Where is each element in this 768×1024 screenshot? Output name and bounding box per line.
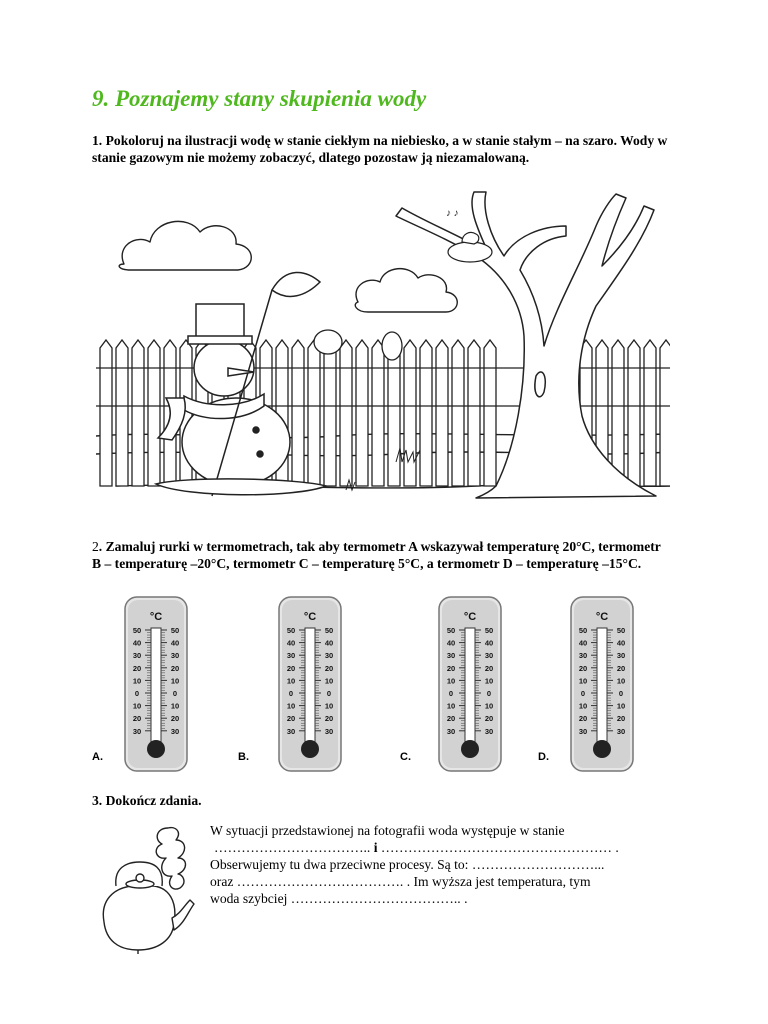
broom-head xyxy=(272,272,320,296)
scale-label-left: 50 xyxy=(578,626,588,635)
thermometer-a[interactable] xyxy=(124,596,188,772)
scale-label-left: 10 xyxy=(446,676,456,686)
winter-scene-illustration xyxy=(96,186,670,510)
thermometer-tube xyxy=(465,628,475,746)
scale-label-left: 10 xyxy=(578,676,588,686)
blank-1[interactable]: …………………………….. xyxy=(214,840,374,855)
scale-label-right: 10 xyxy=(170,701,180,711)
scale-label-right: 0 xyxy=(618,689,624,698)
scale-label-left: 20 xyxy=(446,714,456,724)
task-3-conjunction: i xyxy=(373,840,378,855)
scale-label-left: 40 xyxy=(286,638,296,648)
scale-label-left: 0 xyxy=(134,689,140,698)
cloud-right xyxy=(355,269,457,312)
scale-label-right: 20 xyxy=(170,663,180,673)
fence-picket xyxy=(372,340,384,486)
scale-label-left: 10 xyxy=(132,676,142,686)
thermometer-label-d: D. xyxy=(538,751,549,763)
scale-label-right: 0 xyxy=(486,689,492,698)
scale-label-left: 20 xyxy=(132,663,142,673)
fence-picket xyxy=(468,340,480,486)
scale-label-left: 30 xyxy=(578,726,588,736)
scale-label-right: 20 xyxy=(484,714,494,724)
task-3-line-1: W sytuacji przedstawionej na fotografii woda występuje w stanie xyxy=(210,823,565,838)
scale-label-right: 10 xyxy=(616,701,626,711)
fence-picket xyxy=(324,340,336,486)
scale-label-left: 10 xyxy=(578,701,588,711)
scale-label-left: 50 xyxy=(446,626,456,635)
task-3-paragraph xyxy=(210,822,686,907)
scale-label-left: 20 xyxy=(446,663,456,673)
fence-picket xyxy=(132,340,144,486)
unit-label: °C xyxy=(303,611,317,623)
scale-label-right: 20 xyxy=(324,714,334,724)
task-2-number: 2 xyxy=(92,539,99,554)
scale-label-left: 50 xyxy=(286,626,296,635)
scale-label-left: 10 xyxy=(286,701,296,711)
scale-label-right: 30 xyxy=(324,726,334,736)
fence-picket xyxy=(388,340,400,486)
thermometer-tube xyxy=(597,628,607,746)
task-3-heading: 3. Dokończ zdania. xyxy=(92,793,202,808)
fence-picket xyxy=(116,340,128,486)
kettle-body xyxy=(103,886,175,950)
scale-label-left: 30 xyxy=(286,726,296,736)
scale-label-left: 20 xyxy=(132,714,142,724)
scale-label-right: 10 xyxy=(484,676,494,686)
task-3-line-2[interactable] xyxy=(210,839,686,856)
svg-text:♪ ♪: ♪ ♪ xyxy=(446,208,459,219)
fence-picket xyxy=(628,340,640,486)
scale-label-right: 20 xyxy=(484,663,494,673)
scale-label-right: 50 xyxy=(170,626,180,635)
snowman-head xyxy=(194,340,254,396)
scale-label-left: 0 xyxy=(580,689,586,698)
scale-label-right: 10 xyxy=(324,701,334,711)
task-3-line-4[interactable]: oraz ………………………………. . Im wyższa jest temperatura, tym xyxy=(210,874,591,889)
scale-label-right: 50 xyxy=(616,626,626,635)
scale-label-left: 50 xyxy=(132,626,142,635)
thermometer-tube xyxy=(305,628,315,746)
scale-label-right: 30 xyxy=(324,651,334,661)
page-title: 9. Poznajemy stany skupienia wody xyxy=(92,86,427,111)
task-2-instruction xyxy=(92,538,672,572)
fence-picket xyxy=(660,340,670,486)
task-1-instruction: 1. Pokoloruj na ilustracji wodę w stanie ciekłym na niebiesko, a w stanie stałym – na szaro. Wody w stanie gazowym nie możemy zobaczyć, dlatego pozostaw ją niezamalowaną. xyxy=(92,133,668,165)
scale-label-right: 40 xyxy=(324,638,334,648)
fence-picket xyxy=(484,340,496,486)
unit-label: °C xyxy=(595,611,609,623)
scale-label-right: 30 xyxy=(616,651,626,661)
thermometer-d[interactable] xyxy=(570,596,634,772)
scale-label-left: 30 xyxy=(132,651,142,661)
fence-picket xyxy=(404,340,416,486)
cloud-left xyxy=(119,221,251,270)
scale-label-left: 30 xyxy=(446,651,456,661)
scale-label-left: 10 xyxy=(132,701,142,711)
thermometer-b[interactable] xyxy=(278,596,342,772)
fence-picket xyxy=(644,340,656,486)
thermometer-tube xyxy=(151,628,161,746)
thermometer-bulb xyxy=(147,740,165,758)
fence-picket xyxy=(420,340,432,486)
thermometer-label-b: B. xyxy=(238,751,249,763)
scale-label-right: 0 xyxy=(326,689,332,698)
scale-label-right: 0 xyxy=(172,689,178,698)
scale-label-left: 20 xyxy=(578,714,588,724)
scale-label-right: 50 xyxy=(484,626,494,635)
scale-label-left: 30 xyxy=(132,726,142,736)
blank-2[interactable]: …………………………………………… . xyxy=(377,840,619,855)
kettle-illustration xyxy=(92,822,196,956)
scale-label-right: 30 xyxy=(170,651,180,661)
scale-label-left: 10 xyxy=(286,676,296,686)
scale-label-right: 30 xyxy=(170,726,180,736)
fence-picket xyxy=(452,340,464,486)
scale-label-left: 0 xyxy=(448,689,454,698)
scale-label-right: 20 xyxy=(170,714,180,724)
thermometer-label-c: C. xyxy=(400,751,411,763)
thermometer-bulb xyxy=(593,740,611,758)
scale-label-right: 40 xyxy=(170,638,180,648)
scale-label-left: 20 xyxy=(286,663,296,673)
scale-label-left: 30 xyxy=(286,651,296,661)
scale-label-right: 10 xyxy=(324,676,334,686)
scale-label-right: 30 xyxy=(616,726,626,736)
scale-label-left: 30 xyxy=(578,651,588,661)
scale-label-right: 10 xyxy=(616,676,626,686)
unit-label: °C xyxy=(463,611,477,623)
scale-label-right: 20 xyxy=(616,714,626,724)
thermometer-label-a: A. xyxy=(92,751,103,763)
task-3-line-3[interactable]: Obserwujemy tu dwa przeciwne procesy. Są to: ………………………... xyxy=(210,857,605,872)
scale-label-right: 20 xyxy=(616,663,626,673)
task-2-text: . Zamaluj rurki w termometrach, tak aby termometr A wskazywał temperaturę 20°C, termometr B – temperaturę –20°C, termometr C – temperaturę 5°C, a termometr D – temperaturę –15°C. xyxy=(92,539,661,571)
scale-label-left: 40 xyxy=(578,638,588,648)
fence-picket xyxy=(100,340,112,486)
scale-label-right: 20 xyxy=(324,663,334,673)
scale-label-left: 40 xyxy=(446,638,456,648)
fence-picket xyxy=(148,340,160,486)
scale-label-left: 10 xyxy=(446,701,456,711)
task-3-line-5[interactable]: woda szybciej ……………………………….. . xyxy=(210,891,468,906)
snowman-hat xyxy=(196,304,244,340)
unit-label: °C xyxy=(149,611,163,623)
scale-label-left: 30 xyxy=(446,726,456,736)
scale-label-left: 20 xyxy=(286,714,296,724)
thermometer-bulb xyxy=(301,740,319,758)
fence-picket xyxy=(340,340,352,486)
scale-label-right: 50 xyxy=(324,626,334,635)
scale-label-right: 30 xyxy=(484,726,494,736)
scale-label-right: 10 xyxy=(170,676,180,686)
fence-picket xyxy=(612,340,624,486)
scale-label-right: 40 xyxy=(484,638,494,648)
thermometer-c[interactable] xyxy=(438,596,502,772)
scale-label-left: 20 xyxy=(578,663,588,673)
scale-label-left: 40 xyxy=(132,638,142,648)
kettle-spout xyxy=(172,900,194,930)
fence-picket xyxy=(292,340,304,486)
fence-picket xyxy=(436,340,448,486)
scale-label-right: 10 xyxy=(484,701,494,711)
scale-label-right: 40 xyxy=(616,638,626,648)
scale-label-right: 30 xyxy=(484,651,494,661)
scale-label-left: 0 xyxy=(288,689,294,698)
fence-picket xyxy=(356,340,368,486)
thermometer-bulb xyxy=(461,740,479,758)
fence-picket xyxy=(308,340,320,486)
